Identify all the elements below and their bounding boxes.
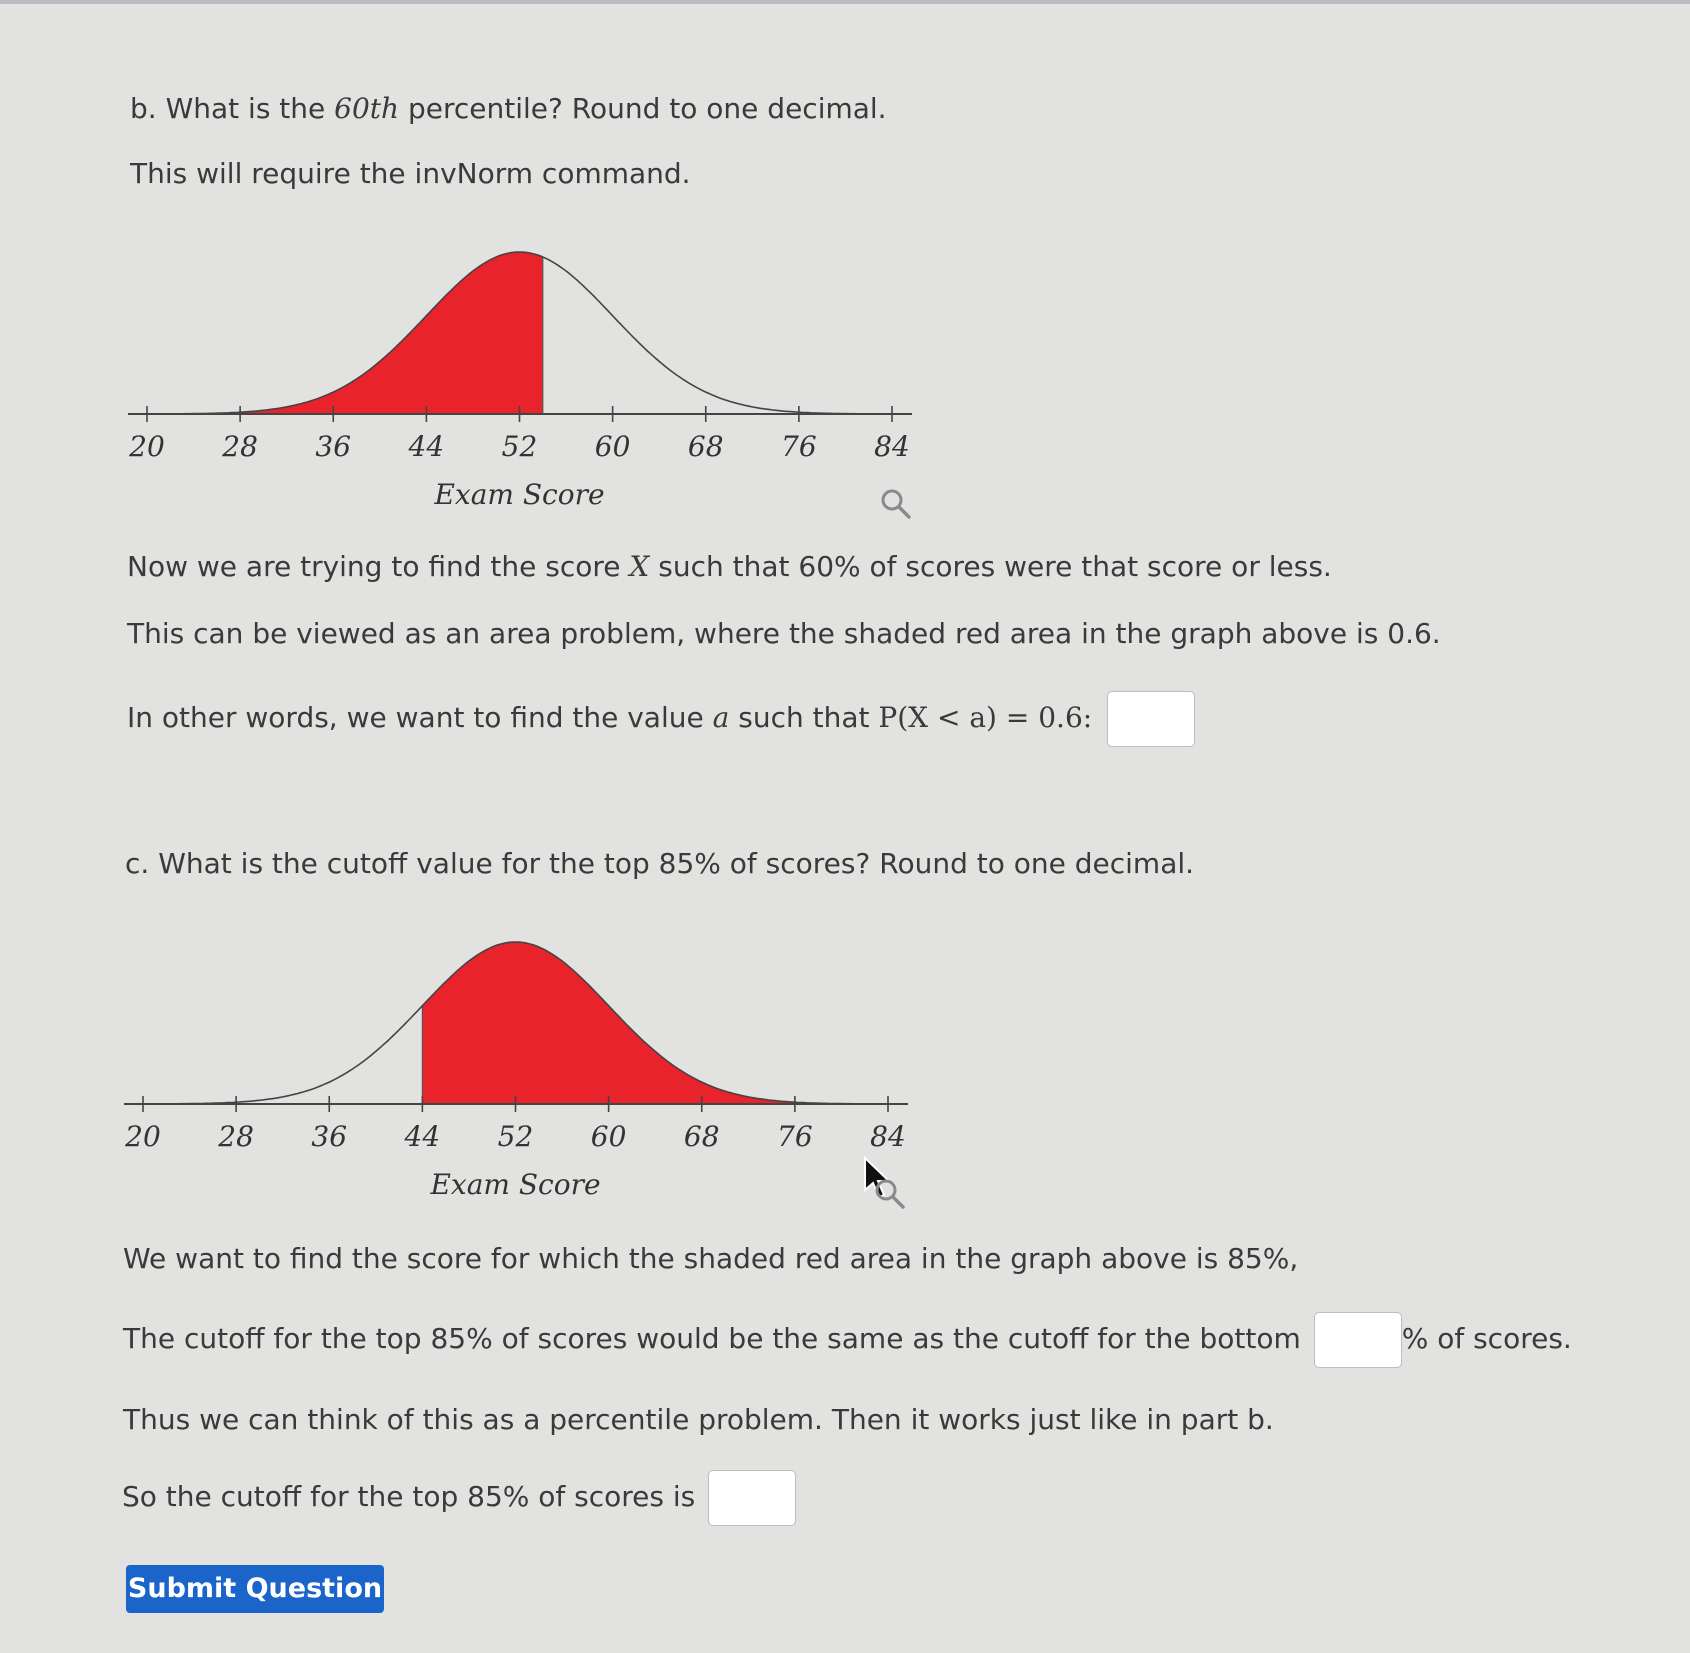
part-b-question: b. What is the 60th percentile? Round to one decimal. xyxy=(130,92,887,125)
x-tick-label: 44 xyxy=(408,430,445,463)
part-b-explain-3: In other words, we want to find the value a such that P(X < a) = 0.6: xyxy=(127,688,1195,748)
part-c-explain-1: We want to find the score for which the shaded red area in the graph above is 85%, xyxy=(123,1242,1299,1275)
x-tick-label: 84 xyxy=(870,1120,906,1153)
x-tick-label: 60 xyxy=(590,1120,627,1153)
part-c-question: c. What is the cutoff value for the top 85% of scores? Round to one decimal. xyxy=(125,847,1195,880)
x-axis-label: Exam Score xyxy=(430,1168,601,1201)
normal-curve-chart-c xyxy=(106,928,936,1208)
shaded-area xyxy=(422,942,888,1104)
x-tick-label: 52 xyxy=(501,430,538,463)
x-tick-label: 60 xyxy=(594,430,631,463)
x-tick-label: 20 xyxy=(125,1120,161,1153)
x-axis-label: Exam Score xyxy=(434,478,605,511)
x-tick-label: 52 xyxy=(497,1120,534,1153)
part-c-explain-4: So the cutoff for the top 85% of scores is xyxy=(122,1467,796,1527)
part-c-explain-2: The cutoff for the top 85% of scores would be the same as the cutoff for the bottom % of scores. xyxy=(123,1309,1572,1369)
x-tick-label: 76 xyxy=(777,1120,813,1153)
x-tick-label: 20 xyxy=(129,430,165,463)
x-tick-label: 28 xyxy=(222,430,258,463)
x-tick-label: 36 xyxy=(315,430,352,463)
x-tick-label: 68 xyxy=(687,430,724,463)
zoom-icon[interactable] xyxy=(872,1176,908,1212)
shaded-area xyxy=(147,252,543,414)
top-border xyxy=(0,0,1690,4)
cutoff-answer-box[interactable] xyxy=(708,1470,796,1526)
part-c-explain-3: Thus we can think of this as a percentile problem. Then it works just like in part b. xyxy=(123,1403,1274,1436)
zoom-icon[interactable] xyxy=(878,486,914,522)
x-tick-label: 36 xyxy=(311,1120,348,1153)
normal-curve-chart-b xyxy=(110,238,940,518)
percentile-60-answer-box[interactable] xyxy=(1107,691,1195,747)
submit-question-button[interactable]: Submit Question xyxy=(126,1565,384,1613)
x-tick-label: 68 xyxy=(683,1120,720,1153)
part-b-hint: This will require the invNorm command. xyxy=(130,157,691,190)
x-tick-label: 28 xyxy=(218,1120,254,1153)
bottom-percent-answer-box[interactable] xyxy=(1314,1312,1402,1368)
part-b-explain-1: Now we are trying to find the score X such that 60% of scores were that score or less. xyxy=(127,550,1332,583)
x-tick-label: 76 xyxy=(781,430,817,463)
part-b-explain-2: This can be viewed as an area problem, where the shaded red area in the graph above is 0.6. xyxy=(127,617,1441,650)
x-tick-label: 84 xyxy=(874,430,910,463)
x-tick-label: 44 xyxy=(404,1120,441,1153)
